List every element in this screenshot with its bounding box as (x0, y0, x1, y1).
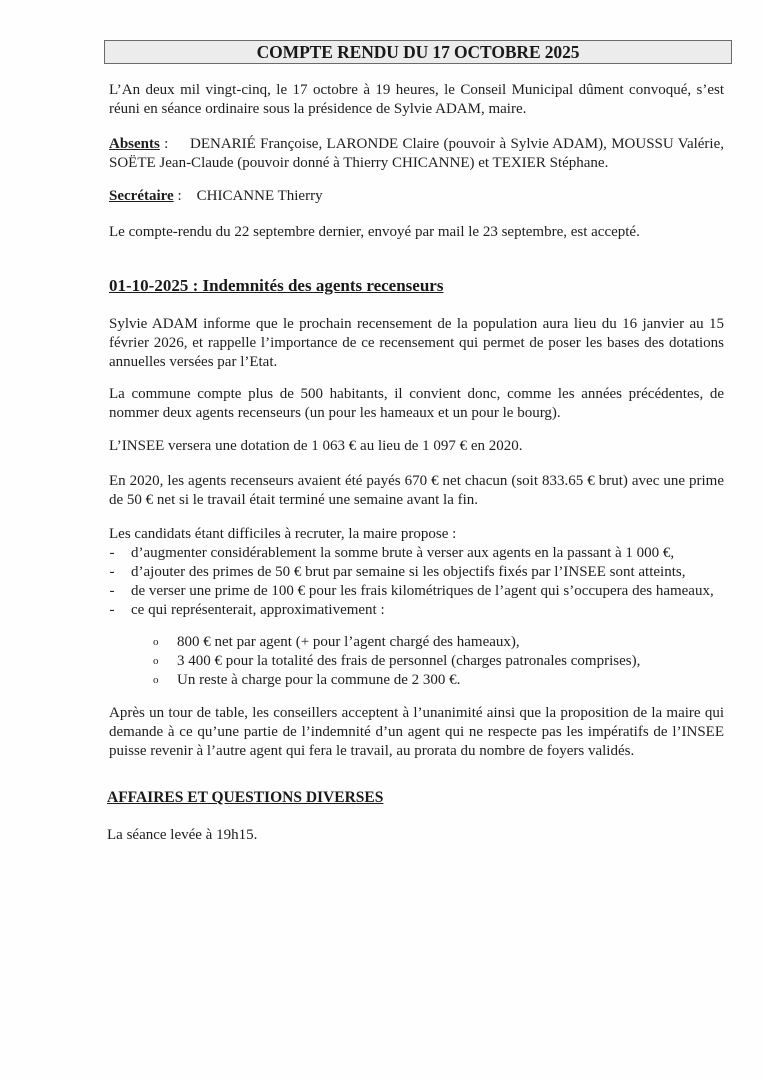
proposal-item (109, 563, 724, 582)
proposal-item (109, 601, 724, 620)
secretaire-label: Secrétaire (109, 188, 174, 204)
dash-bullet: - (109, 545, 115, 561)
absents-paragraph (109, 135, 724, 173)
estimate-item (109, 633, 724, 652)
estimate-text: 800 € net par agent (+ pour l’agent chargé des hameaux), (177, 634, 520, 650)
absents-separator: : (159, 136, 169, 152)
section1-paragraph-2: La commune compte plus de 500 habitants, il convient donc, comme les années précédentes, de nommer deux agents recenseurs (un pour les hameaux et un pour le bourg). (109, 386, 724, 421)
secretaire-paragraph (109, 187, 724, 206)
secretaire-name: CHICANNE Thierry (196, 188, 323, 204)
section1-paragraph-1: Sylvie ADAM informe que le prochain recensement de la population aura lieu du 16 janvier au 15 février 2026, et rappelle l’importance de ce recensement qui permet de poser les bases des dotations annuelles versées par l’Etat. (109, 316, 724, 370)
estimate-text: 3 400 € pour la totalité des frais de personnel (charges patronales comprises), (177, 653, 641, 669)
estimate-item (109, 671, 724, 690)
section-title-indemnites: 01-10-2025 : Indemnités des agents recenseurs (109, 276, 444, 295)
circle-bullet: o (153, 655, 159, 667)
proposal-text: d’ajouter des primes de 50 € brut par semaine si les objectifs fixés par l’INSEE sont atteints, (131, 564, 686, 580)
estimate-item (109, 652, 724, 671)
closing-paragraph: La séance levée à 19h15. (107, 827, 258, 843)
intro-paragraph: L’An deux mil vingt-cinq, le 17 octobre à 19 heures, le Conseil Municipal dûment convoqué, s’est réuni en séance ordinaire sous la présidence de Sylvie ADAM, maire. (109, 82, 724, 117)
section1-paragraph-5: Les candidats étant difficiles à recruter, la maire propose : (109, 526, 457, 542)
circle-bullet: o (153, 674, 159, 686)
proposal-text: d’augmenter considérablement la somme brute à verser aux agents en la passant à 1 000 €, (131, 545, 675, 561)
previous-minutes-paragraph: Le compte-rendu du 22 septembre dernier, envoyé par mail le 23 septembre, est accepté. (109, 224, 640, 240)
dash-bullet: - (109, 564, 115, 580)
section1-paragraph-3: L’INSEE versera une dotation de 1 063 € au lieu de 1 097 € en 2020. (109, 438, 523, 454)
circle-bullet: o (153, 636, 159, 648)
proposal-item (109, 582, 724, 601)
document-title-box (104, 40, 732, 64)
absents-list: DENARIÉ Françoise, LARONDE Claire (pouvoir à Sylvie ADAM), MOUSSU Valérie, SOËTE Jean-Claude (pouvoir donné à Thierry CHICANNE) et TEXIER Stéphane. (109, 136, 725, 171)
section1-conclusion: Après un tour de table, les conseillers acceptent à l’unanimité ainsi que la proposition de la maire qui demande à ce qu’une partie de l’indemnité d’un agent qui ne respecte pas les impératifs de l’INSEE puisse revenir à l’autre agent qui fera le travail, au prorata du nombre de foyers validés. (109, 705, 724, 759)
secretaire-separator: : (173, 188, 182, 204)
dash-bullet: - (109, 583, 115, 599)
dash-bullet: - (109, 602, 115, 618)
proposal-text: de verser une prime de 100 € pour les frais kilométriques de l’agent qui s’occupera des hameaux, (131, 583, 714, 599)
estimate-text: Un reste à charge pour la commune de 2 300 €. (177, 672, 461, 688)
section-title-affaires: AFFAIRES ET QUESTIONS DIVERSES (107, 789, 384, 806)
estimates-list (109, 633, 724, 690)
proposals-list (109, 544, 724, 620)
section1-paragraph-4: En 2020, les agents recenseurs avaient été payés 670 € net chacun (soit 833.65 € brut) avec une prime de 50 € net si le travail était terminé une semaine avant la fin. (109, 473, 724, 508)
document-title: COMPTE RENDU DU 17 OCTOBRE 2025 (256, 42, 580, 62)
absents-label: Absents (109, 136, 160, 152)
proposal-text: ce qui représenterait, approximativement : (131, 602, 385, 618)
proposal-item (109, 544, 724, 563)
